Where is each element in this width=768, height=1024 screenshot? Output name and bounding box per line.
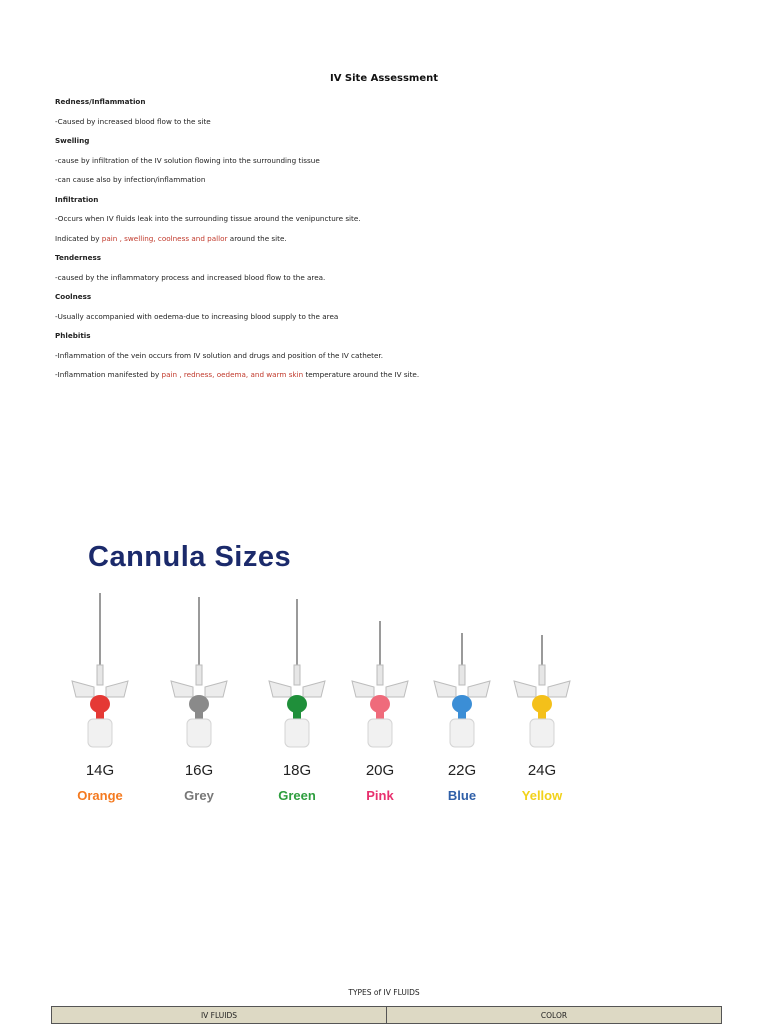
section-text: -Usually accompanied with oedema-due to increasing blood supply to the area <box>55 311 339 321</box>
catheter-hub <box>187 719 211 747</box>
section-text: -caused by the inflammatory process and increased blood flow to the area. <box>55 272 326 282</box>
left-wing <box>434 681 456 697</box>
section-text <box>55 370 715 390</box>
catheter-tube <box>459 665 465 685</box>
port-stem <box>376 709 384 719</box>
cannula-24g <box>514 635 570 747</box>
section-text <box>55 234 715 254</box>
section-text: -Occurs when IV fluids leak into the surrounding tissue around the venipuncture site. <box>55 214 361 223</box>
catheter-tube <box>196 665 202 685</box>
port-stem <box>96 709 104 719</box>
catheter-hub <box>450 719 474 747</box>
catheter-hub <box>368 719 392 747</box>
gauge-label: 22G <box>447 762 477 779</box>
section-text: -can cause also by infection/inflammation <box>55 175 206 184</box>
text-segment: Indicated by <box>55 233 102 243</box>
text-segment: around the site. <box>227 233 287 243</box>
port-stem <box>538 709 546 719</box>
left-wing <box>269 681 291 697</box>
color-label: Blue <box>447 788 477 803</box>
highlighted-text: pain , swelling, coolness and pallor <box>101 233 228 243</box>
gauge-label: 14G <box>85 762 115 779</box>
section-heading: Phlebitis <box>55 331 91 340</box>
color-label: Pink <box>366 788 394 803</box>
port-stem <box>195 709 203 719</box>
catheter-tube <box>377 665 383 685</box>
color-label: Grey <box>184 788 214 803</box>
color-label: Yellow <box>521 788 563 803</box>
cannula-22g <box>434 633 490 747</box>
text-segment: -Inflammation manifested by <box>55 370 162 379</box>
color-label: Orange <box>77 788 123 803</box>
right-wing <box>468 681 490 697</box>
section-heading: Redness/Inflammation <box>55 97 146 106</box>
highlighted-text: pain , redness, oedema, and warm skin <box>161 370 304 379</box>
right-wing <box>548 681 570 697</box>
cannula-title: Cannula Sizes <box>88 541 292 573</box>
header-color: COLOR <box>387 1007 722 1024</box>
gauge-label: 18G <box>282 762 312 779</box>
right-wing <box>106 681 128 697</box>
cannula-figure <box>60 535 600 815</box>
catheter-hub <box>88 719 112 747</box>
catheter-tube <box>97 665 103 685</box>
section-heading: Tenderness <box>55 253 102 262</box>
section-heading: Infiltration <box>55 194 99 204</box>
table-header-row <box>52 1007 722 1024</box>
cannula-18g <box>269 599 325 747</box>
cannula-14g <box>72 593 128 747</box>
right-wing <box>205 681 227 697</box>
section-heading: Coolness <box>55 292 92 301</box>
header-iv-fluids: IV FLUIDS <box>52 1007 387 1024</box>
iv-fluids-table <box>51 1006 722 1024</box>
port-stem <box>293 709 301 719</box>
section-text: -Caused by increased blood flow to the site <box>55 116 211 126</box>
section-text: -Inflammation of the vein occurs from IV solution and drugs and position of the IV catheter. <box>55 350 384 360</box>
section-text: -cause by infiltration of the IV solution flowing into the surrounding tissue <box>55 155 320 165</box>
port-stem <box>458 709 466 719</box>
left-wing <box>171 681 193 697</box>
left-wing <box>352 681 374 697</box>
catheter-tube <box>539 665 545 685</box>
gauge-label: 20G <box>365 762 395 779</box>
gauge-label: 16G <box>184 762 214 779</box>
right-wing <box>386 681 408 697</box>
table-caption: TYPES of IV FLUIDS <box>348 988 420 997</box>
cannula-16g <box>171 597 227 747</box>
left-wing <box>72 681 94 697</box>
document-title: IV Site Assessment <box>329 73 439 84</box>
gauge-label: 24G <box>527 762 557 779</box>
cannula-illustration <box>60 535 600 815</box>
assessment-list <box>55 97 715 390</box>
catheter-hub <box>530 719 554 747</box>
catheter-tube <box>294 665 300 685</box>
section-heading: Swelling <box>55 136 90 145</box>
left-wing <box>514 681 536 697</box>
right-wing <box>303 681 325 697</box>
color-label: Green <box>278 788 316 803</box>
catheter-hub <box>285 719 309 747</box>
text-segment: temperature around the IV site. <box>303 370 420 379</box>
cannula-20g <box>352 621 408 747</box>
